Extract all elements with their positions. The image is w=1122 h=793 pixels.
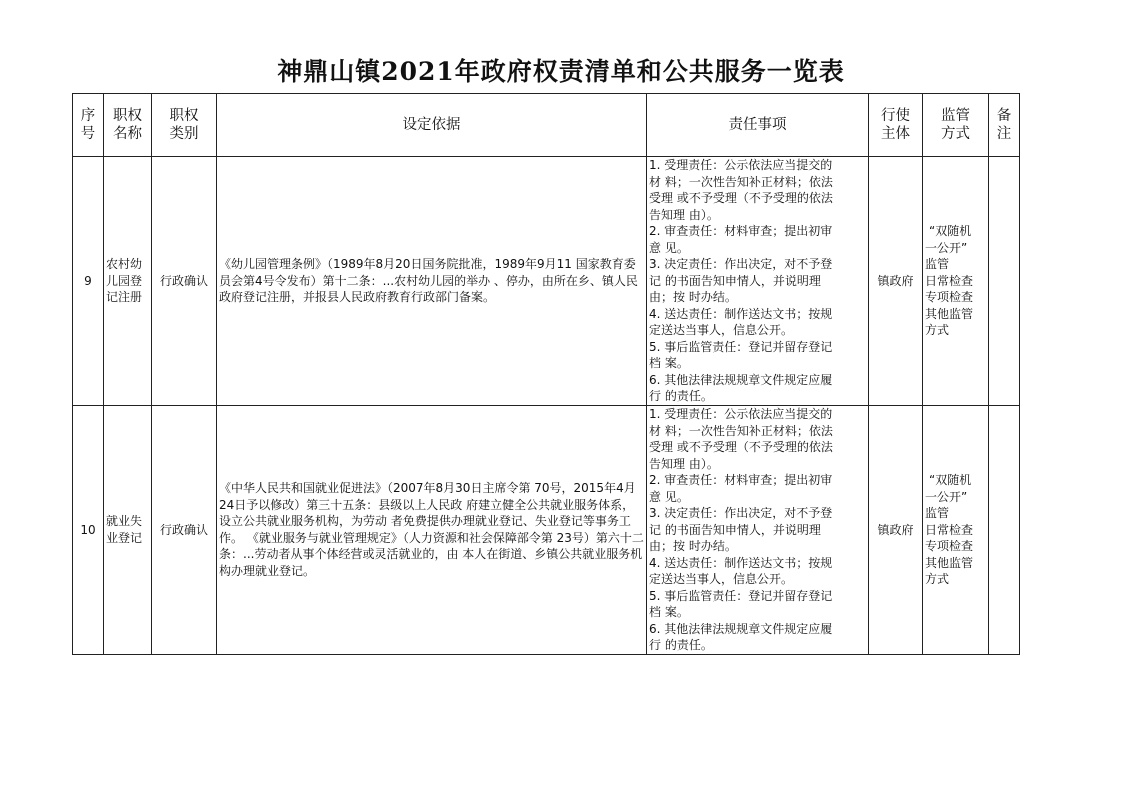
- header-category: 职权 类别: [152, 94, 217, 157]
- table-row: [73, 157, 1020, 406]
- header-name: 职权 名称: [104, 94, 152, 157]
- row-executing-subject: 镇政府: [869, 157, 923, 406]
- header-seq: 序 号: [73, 94, 104, 157]
- header-note: 备注: [989, 94, 1020, 157]
- header-subject: 行使 主体: [869, 94, 923, 157]
- row-responsibility-items: 1. 受理责任：公示依法应当提交的 材 料；一次性告知补正材料；依法 受理 或不予受理（不予受理的依法 告知理 由）。 2. 审查责任：材料审查；提出初审 意 见。 3. 决定责任：作出决定，对不予登 记 的书面告知申情人，并说明理 由；按 时办结。 4. 送达责任：制作送达文书；按规 定送达当事人，信息公开。 5. 事后监管责任：登记并留存登记 档 案。 6. 其他法律法规规章文件规定应履 行 的责任。: [647, 157, 869, 406]
- row-supervision-method: “双随机 一公开” 监管 日常检查 专项检查 其他监管 方式: [923, 157, 989, 406]
- table-row: [73, 406, 1020, 655]
- row-note: [989, 406, 1020, 655]
- row-authority-category: 行政确认: [152, 157, 217, 406]
- row-authority-name: 就业失业登记: [104, 406, 152, 655]
- row-authority-name: 农村幼儿园登记注册: [104, 157, 152, 406]
- row-executing-subject: 镇政府: [869, 406, 923, 655]
- header-supervision: 监管 方式: [923, 94, 989, 157]
- header-responsibility: 责任事项: [647, 94, 869, 157]
- row-legal-basis: 《中华人民共和国就业促进法》（2007年8月30日主席令第 70号，2015年4月24日予以修改）第三十五条：县级以上人民政 府建立健全公共就业服务体系，设立公共就业服务机构，为劳动 者免费提供办理就业登记、失业登记等事务工作。 《就业服务与就业管理规定》（人力资源和社会保障部令第 23号）第六十二条：...劳动者从事个体经营或灵活就业的，由 本人在街道、乡镇公共就业服务机构办理就业登记。: [217, 406, 647, 655]
- row-seq: 9: [73, 157, 104, 406]
- row-responsibility-items: 1. 受理责任：公示依法应当提交的 材 料；一次性告知补正材料；依法 受理 或不予受理（不予受理的依法 告知理 由）。 2. 审查责任：材料审查；提出初审 意 见。 3. 决定责任：作出决定，对不予登 记 的书面告知申情人，并说明理 由；按 时办结。 4. 送达责任：制作送达文书；按规 定送达当事人，信息公开。 5. 事后监管责任：登记并留存登记 档 案。 6. 其他法律法规规章文件规定应履 行 的责任。: [647, 406, 869, 655]
- page-title: 神鼎山镇2021年政府权责清单和公共服务一览表: [277, 57, 845, 86]
- row-legal-basis: 《幼儿园管理条例》（1989年8月20日国务院批准，1989年9月11 国家教育委员会第4号令发布）第十二条：...农村幼儿园的举办 、停办，由所在乡、镇人民政府登记注册，并报县人民政府教育行政部门备案。: [217, 157, 647, 406]
- responsibility-table: [72, 93, 1020, 655]
- header-basis: 设定依据: [217, 94, 647, 157]
- table-header-row: [73, 94, 1020, 157]
- row-authority-category: 行政确认: [152, 406, 217, 655]
- row-note: [989, 157, 1020, 406]
- row-seq: 10: [73, 406, 104, 655]
- row-supervision-method: “双随机 一公开” 监管 日常检查 专项检查 其他监管 方式: [923, 406, 989, 655]
